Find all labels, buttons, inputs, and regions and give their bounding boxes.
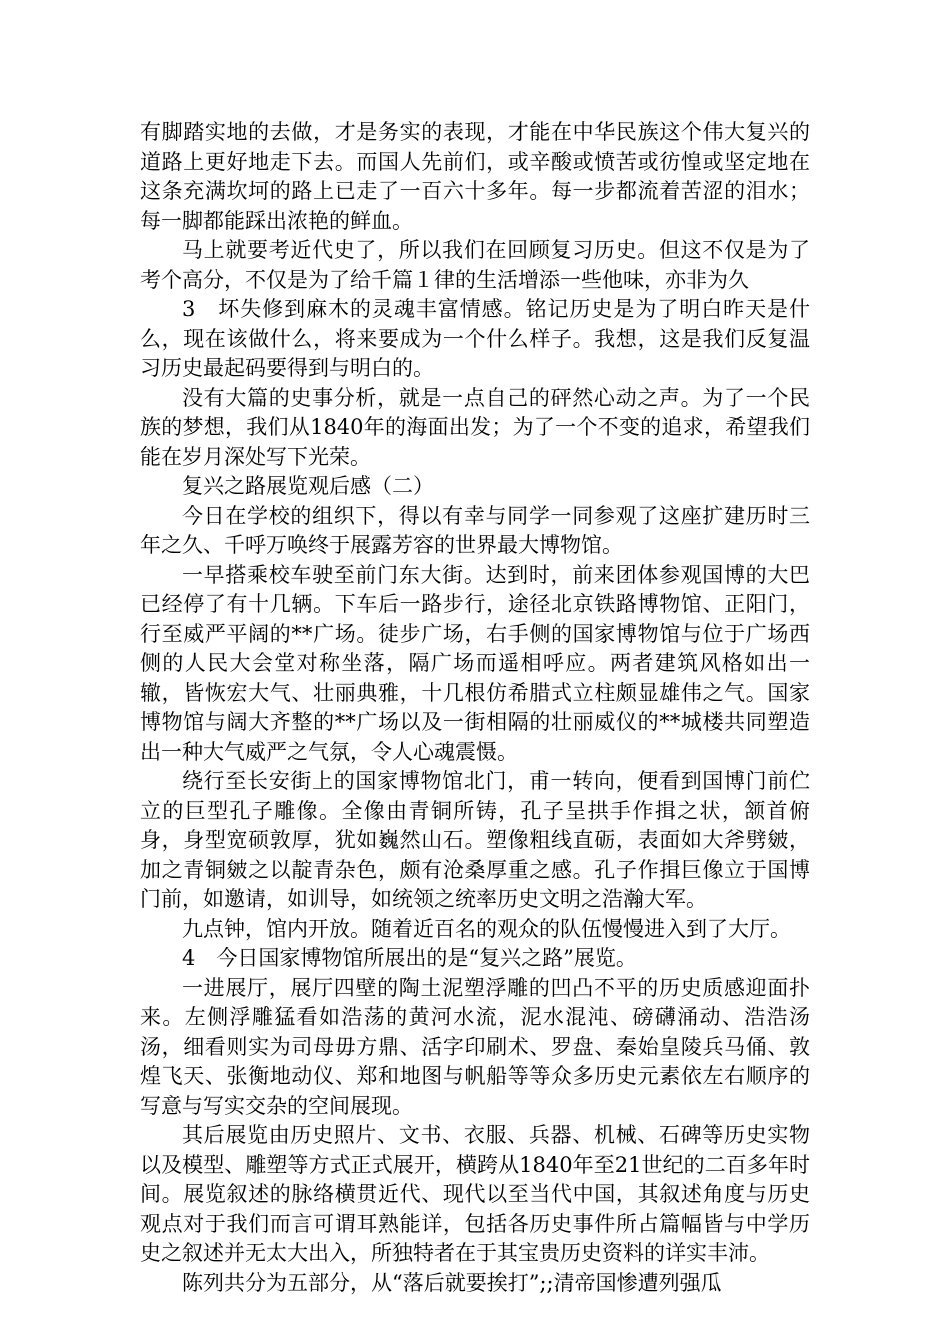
paragraph: 马上就要考近代史了，所以我们在回顾复习历史。但这不仅是为了考个高分，不仅是为了给千篇１律的生活增添一些他味，亦非为久	[140, 238, 810, 292]
paragraph: 九点钟，馆内开放。随着近百名的观众的队伍慢慢进入到了大厅。	[182, 916, 791, 941]
paragraph: 其后展览由历史照片、文书、衣服、兵器、机械、石碑等历史实物以及模型、雕塑等方式正式展开，横跨从1840年至21世纪的二百多年时间。展览叙述的脉络横贯近代、现代以至当代中国，其叙述角度与历史观点对于我们而言可谓耳熟能详，包括各历史事件所占篇幅皆与中学历史之叙述并无太大出入，所独特者在于其宝贵历史资料的详实丰沛。	[140, 1123, 810, 1265]
paragraph: 没有大篇的史事分析，就是一点自己的砰然心动之声。为了一个民族的梦想，我们从1840年的海面出发；为了一个不变的追求，希望我们能在岁月深处写下光荣。	[140, 385, 810, 469]
section-heading: 复兴之路展览观后感（二）	[182, 474, 434, 498]
document-page	[140, 118, 810, 1298]
paragraph: 绕行至长安街上的国家博物馆北门，甫一转向，便看到国博门前伫立的巨型孔子雕像。全像由青铜所铸，孔子呈拱手作揖之状，颔首俯身，身型宽硕敦厚，犹如巍然山石。塑像粗线直砺，表面如大斧劈皴，加之青铜皴之以靛青杂色，颇有沧桑厚重之感。孔子作揖巨像立于国博门前，如邀请，如训导，如统领之统率历史文明之浩瀚大军。	[140, 769, 810, 911]
paragraph: 陈列共分为五部分，从“落后就要挨打”;;清帝国惨遭列强瓜	[182, 1270, 722, 1295]
paragraph: 今日在学校的组织下，得以有幸与同学一同参观了这座扩建历时三年之久、千呼万唤终于展露芳容的世界最大博物馆。	[140, 503, 810, 557]
paragraph: 一进展厅，展厅四壁的陶土泥塑浮雕的凹凸不平的历史质感迎面扑来。左侧浮雕猛看如浩荡的黄河水流，泥水混沌、磅礴涌动、浩浩汤汤，细看则实为司母毋方鼎、活字印刷术、罗盘、秦始皇陵兵马俑、敦煌飞天、张衡地动仪、郑和地图与帆船等等众多历史元素依左右顺序的写意与写实交杂的空间展现。	[140, 975, 810, 1118]
paragraph: 有脚踏实地的去做，才是务实的表现，才能在中华民族这个伟大复兴的道路上更好地走下去。而国人先前们，或辛酸或愤苦或彷惶或坚定地在这条充满坎坷的路上已走了一百六十多年。每一步都流着苦涩的泪水；每一脚都能踩出浓艳的鲜血。	[140, 120, 810, 233]
paragraph: 4 今日国家博物馆所展出的是“复兴之路”展览。	[182, 946, 637, 970]
paragraph: 3 坏失修到麻木的灵魂丰富情感。铭记历史是为了明白昨天是什么，现在该做什么，将来要成为一个什么样子。我想，这是我们反复温习历史最起码要得到与明白的。	[140, 297, 810, 380]
paragraph: 一早搭乘校车驶至前门东大街。达到时，前来团体参观国博的大巴已经停了有十几辆。下车后一路步行，途径北京铁路博物馆、正阳门，行至威严平阔的**广场。徒步广场，右手侧的国家博物馆与位于广场西侧的人民大会堂对称坐落，隔广场而遥相呼应。两者建筑风格如出一辙，皆恢宏大气、壮丽典雅，十几根仿希腊式立柱颇显雄伟之气。国家博物馆与阔大齐整的**广场以及一街相隔的壮丽威仪的**城楼共同塑造出一种大气威严之气氛，令人心魂震慑。	[140, 562, 810, 764]
